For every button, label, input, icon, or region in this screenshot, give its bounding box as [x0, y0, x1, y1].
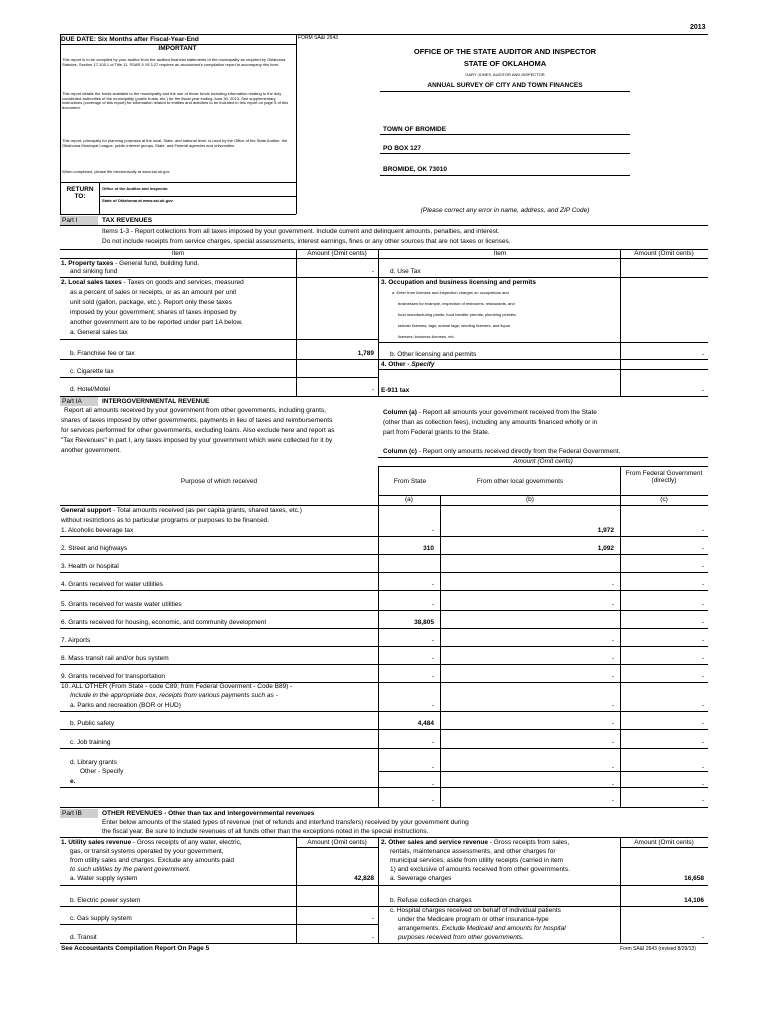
part-1b-label: Part IB	[60, 809, 98, 818]
utility-sales-4: to such utilities by the parent government.	[70, 866, 191, 873]
other-specify: 4. Other - Specify	[381, 361, 435, 368]
col-c-header: From Federal Government (directly)	[625, 470, 703, 485]
part-1a-left-2: shares of taxes imposed by other governments, payments in lieu of taxes and reimbursements	[61, 417, 333, 424]
electric-power: b. Electric power system	[70, 897, 141, 904]
intergov-row-label: 2. Street and highways	[61, 545, 128, 552]
col-b-letter: (b)	[526, 496, 534, 503]
other-specify-1a: Other - Specify	[80, 768, 124, 775]
part-1a-title: INTERGOVERNMENTAL REVENUE	[102, 398, 210, 405]
intergov-row-label: 6. Grants received for housing, economic, and community development	[61, 619, 267, 626]
other-f-a[interactable]: -	[431, 797, 434, 804]
col-a-header: From State	[393, 478, 427, 485]
col-amount-right: Amount (Omit cents)	[634, 250, 694, 257]
library-a[interactable]: -	[431, 764, 434, 771]
parks-b[interactable]: -	[611, 702, 614, 709]
other-licensing: b. Other licensing and permits	[390, 351, 477, 358]
part-1a-left-4: "Tax Revenues" in part I, any taxes imposed by your government which were collected for it by	[61, 437, 333, 444]
sewerage-amount[interactable]: 16,658	[684, 875, 704, 882]
hotel-motel-amount[interactable]: -	[371, 386, 374, 393]
general-support-2: without restrictions as to particular programs or purposes to be financed.	[61, 517, 270, 524]
form-number: FORM SA&I 2643	[298, 35, 339, 41]
part-1-intro-2: Do not include receipts from service charges, special assessments, interest earnings, fines or any other sources that are not taxes or licenses.	[102, 238, 511, 245]
local-sales-taxes: 2. Local sales taxes - Taxes on goods and services, measured	[61, 279, 244, 286]
intergov-row-col-a[interactable]: -	[431, 655, 434, 662]
other-f-b[interactable]: -	[611, 797, 614, 804]
intergov-row-label: 3. Health or hospital	[61, 563, 119, 570]
correct-error-note: (Please correct any error in name, address, and ZIP Code)	[420, 207, 590, 214]
auditor-name: GARY JONES, AUDITOR AND INSPECTOR	[465, 72, 545, 77]
footer-compilation-note: See Accountants Compilation Report On Page 5	[61, 945, 210, 952]
franchise-fee: b. Franchise fee or tax	[70, 350, 135, 357]
utility-sales-2: gas, or transit systems operated by your government,	[70, 848, 224, 855]
library-grants: d. Library grants	[70, 759, 117, 766]
due-date: DUE DATE: Six Months after Fiscal-Year-End	[61, 36, 199, 43]
other-e-c[interactable]: -	[701, 781, 704, 788]
occupation-note-5: licenses; business licenses, etc.	[398, 334, 455, 339]
part-1b-intro-1: Enter below amounts of the stated types of revenue (net of refunds and interfund transfers) received by your government during	[102, 819, 469, 826]
parks-recreation: a. Parks and recreation (BOR or HUD)	[70, 702, 181, 709]
other-e-b[interactable]: -	[611, 781, 614, 788]
return-to-label: RETURN TO:	[66, 186, 94, 201]
intergov-row-label: 4. Grants received for water utilities	[61, 581, 163, 588]
job-training-b[interactable]: -	[611, 739, 614, 746]
property-taxes: 1. Property taxes - General fund, building fund,	[61, 260, 200, 267]
intergov-row-label: 1. Alcoholic beverage tax	[61, 527, 134, 534]
intergov-row-col-c[interactable]: -	[701, 601, 704, 608]
other-e-a[interactable]: -	[431, 781, 434, 788]
public-safety-a[interactable]: 4,484	[417, 720, 434, 727]
occupation-licensing: 3. Occupation and business licensing and permits	[381, 279, 536, 286]
intergov-row-col-b[interactable]: -	[611, 581, 614, 588]
intergov-row-label: 5. Grants received for waste water utilities	[61, 601, 182, 608]
all-other-1: 10. ALL OTHER (From State - code C89; from Federal Goverment - Code B89) -	[61, 683, 293, 690]
local-sales-taxes-line-3: unit sold (gallon, package, etc.). Report only these taxes	[70, 299, 232, 306]
other-sales-3: municipal services, aside from utility receipts (carried in item	[390, 857, 564, 864]
intergov-row-col-b[interactable]: 1,092	[597, 545, 614, 552]
intergov-row-col-a[interactable]: 38,805	[414, 619, 434, 626]
col-b-header: From other local governments	[476, 478, 564, 485]
public-safety: b. Public safety	[70, 720, 115, 727]
col-item-right: Item	[493, 250, 507, 257]
job-training-c[interactable]: -	[701, 739, 704, 746]
intergov-row-col-a[interactable]: 310	[423, 545, 434, 552]
city-state-zip[interactable]: BROMIDE, OK 73010	[383, 166, 447, 173]
library-b[interactable]: -	[611, 764, 614, 771]
local-sales-taxes-line-2: as a percent of sales or receipts, or as an amount per unit	[70, 289, 237, 296]
part-1a-left-5: another government.	[61, 447, 121, 454]
franchise-fee-amount[interactable]: 1,789	[357, 350, 374, 357]
row-divider	[60, 628, 708, 629]
intergov-row-col-c[interactable]: -	[701, 637, 704, 644]
water-supply-amount[interactable]: 42,828	[354, 875, 374, 882]
intergov-row-col-a[interactable]: -	[431, 601, 434, 608]
part-1-intro-1: Items 1-3 - Report collections from all taxes imposed by your government. Include current and delinquent amounts, penalties, and interest.	[102, 228, 500, 235]
hotel-motel-tax: d. Hotel/Motel	[70, 386, 111, 393]
intergov-row-label: 8. Mass transit rail and/or bus system	[61, 655, 169, 662]
other-sales-4: 1) and exclusive of amounts received from other governments.	[390, 866, 570, 873]
col-c-letter: (c)	[660, 496, 668, 503]
amount-header-left: Amount (Omit cents)	[307, 839, 367, 846]
amount-header-right: Amount (Omit cents)	[634, 839, 694, 846]
state-title: STATE OF OKLAHOMA	[463, 59, 547, 68]
po-box[interactable]: PO BOX 127	[383, 145, 421, 152]
part-1-label: Part I	[60, 216, 98, 225]
parks-c[interactable]: -	[701, 702, 704, 709]
intergov-row-col-c[interactable]: -	[701, 545, 704, 552]
property-taxes-amount[interactable]: -	[371, 268, 374, 275]
other-licensing-amount[interactable]: -	[701, 351, 704, 358]
row-divider	[60, 554, 708, 555]
occupation-note-2: businesses for example, inspection of restrooms, restaurants, and	[398, 301, 515, 306]
part-1a-left-3: for services performed for other governments, excluding loans. Also exclude here and report as	[61, 427, 335, 434]
col-item-left: Item	[171, 250, 185, 257]
gas-supply-amount[interactable]: -	[371, 915, 374, 922]
part-1a-right-2: (other than as collection fees), including any amounts financed wholly or in	[383, 419, 598, 426]
row-divider	[60, 610, 708, 611]
survey-title: ANNUAL SURVEY OF CITY AND TOWN FINANCES	[427, 82, 583, 89]
hospital-amount[interactable]: -	[701, 934, 704, 941]
intergov-row-label: 7. Airports	[61, 637, 91, 644]
other-sales-2: rentals, maintenance assessments, and other charges for	[390, 848, 556, 855]
intergov-row-col-c[interactable]: -	[701, 527, 704, 534]
col-amount-left: Amount (Omit cents)	[307, 250, 367, 257]
job-training: c. Job training	[70, 739, 111, 746]
hospital-1: c. Hospital charges received on behalf of individual patients	[390, 907, 561, 914]
instructions-para-3: This report, principally for planning purposes at the local, State, and national level, is used by the Office of the State Auditor, the Oklahoma Municipal League, public interest groups, State, and Federal agencies and universities.	[62, 138, 288, 148]
row-divider	[60, 664, 708, 665]
utility-sales-1: 1. Utility sales revenue - Gross receipts of any water, electric,	[61, 839, 242, 846]
part-1a-right-4: Column (c) - Report only amounts received directly from the Federal Government.	[383, 448, 621, 455]
form-year: 2013	[690, 24, 706, 31]
row-divider	[60, 646, 708, 647]
hospital-4: purposes received from other governments.	[398, 934, 524, 941]
intergov-row-col-a[interactable]: -	[431, 673, 434, 680]
job-training-a[interactable]: -	[431, 739, 434, 746]
amount-omit-cents: Amount (Omit cents)	[513, 458, 573, 465]
intergov-row-col-a[interactable]: -	[431, 527, 434, 534]
cigarette-tax: c. Cigarette tax	[70, 368, 114, 375]
intergov-row-col-b[interactable]: -	[611, 673, 614, 680]
part-1a-right-3: part from Federal grants to the State.	[383, 429, 490, 436]
part-1b-intro-2: the fiscal year. Be sure to include revenues of all funds other than the exceptions noted in the special instructions.	[102, 828, 429, 835]
other-sales-1: 2. Other sales and service revenue - Gross receipts from sales,	[381, 839, 570, 846]
utility-sales-3: from utility sales and charges. Exclude any amounts paid	[70, 857, 235, 864]
local-sales-taxes-line-5: another government are to be reported under part 1A below.	[70, 319, 243, 326]
property-taxes-line-2: and sinking fund	[70, 268, 118, 275]
water-supply: a. Water supply system	[70, 875, 138, 882]
parks-a[interactable]: -	[431, 702, 434, 709]
part-1b-title: OTHER REVENUES - Other than tax and intergovernmental revenues	[102, 810, 315, 817]
intergov-row-label: 9. Grants received for transportation	[61, 673, 166, 680]
intergov-row-col-c[interactable]: -	[701, 673, 704, 680]
refuse-collection: b. Refuse collection charges	[390, 897, 472, 904]
intergov-row-col-b[interactable]: 1,972	[597, 527, 614, 534]
part-1-title: TAX REVENUES	[102, 217, 153, 224]
general-sales-tax: a. General sales tax	[70, 329, 128, 336]
intergov-row-col-c[interactable]: -	[701, 581, 704, 588]
row-divider	[60, 536, 708, 537]
instructions-para-1: This report is to be compiled by your auditor from the audited financial statements of the municipality as required by Oklahoma Statutes, Section 17-105.1 of Title 11. SSAR 5 19.3.27 requires an accountant's compilation report to accompany this form.	[62, 57, 286, 67]
intergov-row-col-c[interactable]: -	[701, 563, 704, 570]
purpose-header: Purpose of which received	[180, 478, 258, 485]
general-support-1: General support - Total amounts received (as per capita grants, shared taxes, etc.)	[61, 507, 302, 514]
important-heading: IMPORTANT	[158, 45, 197, 52]
refuse-amount[interactable]: 14,106	[684, 897, 704, 904]
intergov-row-col-b[interactable]: -	[611, 655, 614, 662]
transit-amount[interactable]: -	[371, 934, 374, 941]
intergov-row-col-a[interactable]: -	[431, 637, 434, 644]
transit: d. Transit	[70, 934, 97, 941]
intergov-row-col-c[interactable]: -	[701, 655, 704, 662]
local-sales-taxes-line-4: imposed by your government; shares of taxes imposed by	[70, 309, 237, 316]
library-c[interactable]: -	[701, 764, 704, 771]
e911-tax-amount[interactable]: -	[701, 387, 704, 394]
row-divider	[60, 572, 708, 573]
occupation-note-3: food manufacturing plants; food handler permits; plumbing permits;	[398, 312, 517, 317]
col-a-letter: (a)	[405, 496, 413, 503]
all-other-2: Include in the appropriate box, receipts from various payments such as -	[70, 692, 278, 699]
footer-form-revision: Form SA&I 2643 (revised 8/29/13)	[620, 946, 696, 952]
occupation-note-1: a. Enter from licenses and inspection charges on occupations and	[392, 290, 509, 295]
intergov-row-col-b[interactable]: -	[611, 637, 614, 644]
instructions-para-2: This report details the funds available to the municipality and the use of those funds including information relating to the duly constituted authorities of the municipality (public trusts, etc.) for the fiscal year ending June 30, 2013. See supplementary instructions (coverage of this report) for information related to entities and activities to be included in this report on page 5 of this document.	[62, 91, 289, 110]
town-name[interactable]: TOWN OF BROMIDE	[383, 126, 447, 133]
intergov-row-col-a[interactable]: -	[431, 581, 434, 588]
sewerage: a. Sewerage charges	[390, 875, 452, 882]
e911-tax: E-911 tax	[381, 387, 410, 394]
public-safety-c[interactable]: -	[701, 720, 704, 727]
instructions-para-4: When completed, please file electronically at www.sai.ok.gov	[62, 169, 170, 174]
use-tax: d. Use Tax	[390, 268, 421, 275]
gas-supply: c. Gas supply system	[70, 915, 132, 922]
other-f-c[interactable]: -	[701, 797, 704, 804]
occupation-note-4: taxicab licenses; tags; animal tags; vending licenses, and liquor	[398, 323, 511, 328]
row-divider	[60, 590, 708, 591]
other-e: e.	[70, 778, 76, 785]
return-address-2: State of Oklahoma at www.sai.ok.gov	[102, 198, 173, 203]
public-safety-b[interactable]: -	[611, 720, 614, 727]
part-1a-label: Part IA	[60, 397, 98, 406]
office-title: OFFICE OF THE STATE AUDITOR AND INSPECTOR	[413, 47, 597, 56]
intergov-row-col-b[interactable]: -	[611, 601, 614, 608]
part-1a-left-1: Report all amounts received by your government from other governments, including grants,	[64, 407, 326, 414]
return-address-1: Office of the Auditor and Inspector	[102, 186, 168, 191]
hospital-3: arrangements. Exclude Medicaid and amounts for hospital	[398, 925, 566, 932]
part-1a-right-1: Column (a) - Report all amounts your government received from the State	[383, 409, 597, 416]
hospital-2: under the Medicare program or other insurance-type	[398, 916, 549, 923]
intergov-row-col-c[interactable]: -	[701, 619, 704, 626]
